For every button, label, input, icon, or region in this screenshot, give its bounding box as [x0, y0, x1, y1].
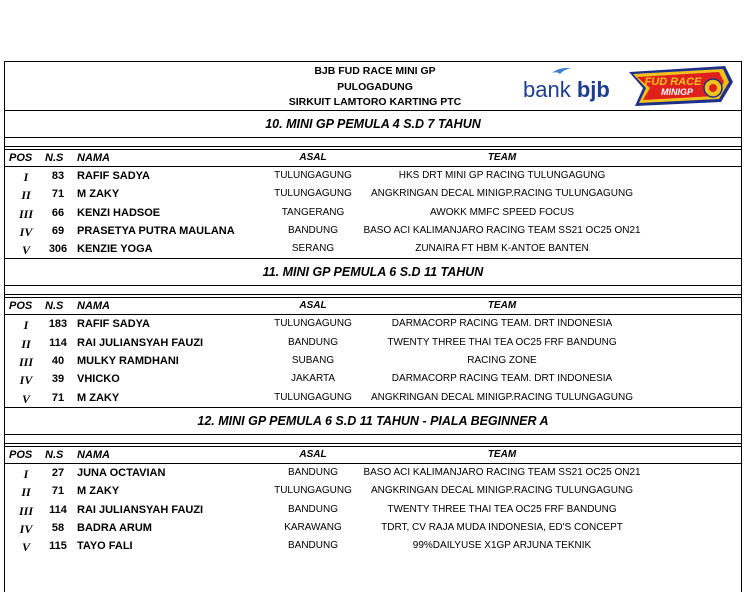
col-asal: ASAL	[299, 300, 327, 312]
result-row	[5, 389, 741, 408]
name-cell: M ZAKY	[77, 485, 120, 498]
fud-race-minigp-logo	[625, 62, 737, 108]
name-cell: RAFIF SADYA	[77, 170, 150, 182]
name-cell: MULKY RAMDHANI	[77, 355, 179, 368]
pos-cell: III	[18, 503, 33, 518]
asal-cell: TULUNGAGUNG	[274, 188, 352, 200]
bird-icon	[551, 66, 573, 76]
name-cell: M ZAKY	[77, 391, 120, 404]
team-cell: DARMACORP RACING TEAM. DRT INDONESIA	[391, 373, 613, 385]
name-cell: RAFIF SADYA	[77, 318, 150, 331]
team-cell: AWOKK MMFC SPEED FOCUS	[429, 206, 575, 218]
pos-cell: I	[23, 318, 29, 333]
result-row	[5, 370, 741, 388]
asal-cell: TANGERANG	[281, 206, 345, 218]
result-row	[5, 222, 741, 240]
team-cell: ANGKRINGAN DECAL MINIGP.RACING TULUNGAGUNG	[370, 485, 634, 497]
asal-cell: BANDUNG	[287, 540, 338, 552]
col-ns: N.S	[45, 300, 64, 313]
asal-cell: TULUNGAGUNG	[274, 318, 352, 330]
ns-cell: 71	[51, 485, 65, 498]
asal-cell: TULUNGAGUNG	[274, 485, 352, 497]
asal-cell: KARAWANG	[284, 521, 342, 533]
pos-cell: IV	[19, 373, 33, 388]
section-title: 11. MINI GP PEMULA 6 S.D 11 TAHUN	[5, 259, 741, 286]
col-nama: NAMA	[77, 448, 110, 461]
pos-cell: V	[21, 243, 30, 258]
results-section	[5, 408, 741, 555]
col-pos: POS	[9, 152, 33, 164]
result-row	[5, 334, 741, 352]
bank-bjb-logo	[523, 66, 621, 104]
asal-cell: SERANG	[291, 243, 335, 255]
asal-cell: TULUNGAGUNG	[274, 391, 352, 403]
result-row	[5, 167, 741, 185]
asal-cell: SUBANG	[291, 355, 335, 367]
name-cell: KENZIE YOGA	[77, 243, 153, 256]
team-cell: RACING ZONE	[467, 355, 537, 367]
ns-cell: 183	[48, 318, 68, 331]
section-title: 12. MINI GP PEMULA 6 S.D 11 TAHUN - PIALA BEGINNER A	[5, 408, 741, 435]
col-team: TEAM	[487, 448, 517, 460]
team-cell: ZUNAIRA FT HBM K-ANTOE BANTEN	[415, 243, 589, 255]
results-sheet	[4, 61, 742, 592]
results-section	[5, 259, 741, 407]
ns-cell: 114	[49, 503, 67, 516]
col-pos: POS	[9, 448, 33, 461]
name-cell: KENZI HADSOE	[77, 206, 161, 219]
event-location: PULOGADUNG	[337, 80, 413, 93]
col-ns: N.S	[45, 448, 64, 461]
pos-cell: V	[21, 540, 30, 555]
ns-cell: 114	[49, 336, 67, 349]
name-cell: TAYO FALI	[77, 540, 133, 553]
fud-logo-line1: FUD RACE	[644, 76, 702, 88]
ns-cell: 39	[51, 373, 65, 386]
name-cell: RAI JULIANSYAH FAUZI	[77, 503, 204, 516]
section-spacer	[5, 138, 741, 147]
name-cell: PRASETYA PUTRA MAULANA	[77, 224, 235, 237]
col-nama: NAMA	[77, 300, 110, 313]
result-row	[5, 315, 741, 333]
col-team: TEAM	[487, 152, 517, 163]
team-cell: HKS DRT MINI GP RACING TULUNGAGUNG	[398, 170, 606, 181]
team-cell: BASO ACI KALIMANJARO RACING TEAM SS21 OC25 ON21	[363, 466, 641, 478]
asal-cell: BANDUNG	[287, 466, 338, 478]
event-circuit: SIRKUIT LAMTORO KARTING PTC	[288, 96, 462, 108]
ns-cell: 66	[51, 206, 65, 219]
pos-cell: I	[23, 466, 29, 481]
team-cell: ANGKRINGAN DECAL MINIGP.RACING TULUNGAGUNG	[370, 188, 634, 200]
result-row	[5, 185, 741, 203]
ns-cell: 27	[51, 466, 65, 479]
team-cell: DARMACORP RACING TEAM. DRT INDONESIA	[391, 318, 613, 330]
pos-cell: IV	[19, 224, 33, 239]
name-cell: BADRA ARUM	[77, 521, 152, 534]
team-cell: ANGKRINGAN DECAL MINIGP.RACING TULUNGAGUNG	[370, 391, 634, 403]
asal-cell: BANDUNG	[287, 224, 338, 236]
result-row	[5, 519, 741, 537]
ns-cell: 40	[51, 355, 65, 368]
name-cell: JUNA OCTAVIAN	[77, 466, 166, 479]
event-name: BJB FUD RACE MINI GP	[314, 65, 436, 77]
col-nama: NAMA	[77, 152, 110, 164]
asal-cell: JAKARTA	[290, 373, 336, 385]
ns-cell: 58	[51, 521, 65, 534]
pos-cell: II	[21, 188, 31, 203]
col-team: TEAM	[487, 300, 517, 312]
pos-cell: II	[21, 336, 31, 351]
document-header	[5, 62, 741, 111]
pos-cell: III	[18, 206, 33, 221]
pos-cell: III	[18, 355, 33, 370]
result-row	[5, 482, 741, 500]
team-cell: TWENTY THREE THAI TEA OC25 FRF BANDUNG	[387, 336, 617, 348]
asal-cell: TULUNGAGUNG	[274, 170, 352, 181]
pos-cell: IV	[19, 521, 33, 536]
pos-cell: II	[21, 485, 31, 500]
result-row	[5, 240, 741, 259]
fud-logo-line2: MINIGP	[660, 87, 694, 97]
ns-cell: 71	[51, 188, 65, 201]
column-header	[5, 297, 741, 315]
result-row	[5, 464, 741, 482]
column-header	[5, 446, 741, 464]
ns-cell: 83	[51, 170, 65, 182]
col-asal: ASAL	[299, 448, 327, 460]
ns-cell: 306	[48, 243, 68, 256]
asal-cell: BANDUNG	[287, 503, 338, 515]
col-asal: ASAL	[299, 152, 327, 163]
result-row	[5, 537, 741, 555]
name-cell: RAI JULIANSYAH FAUZI	[77, 336, 204, 349]
pos-cell: I	[23, 170, 29, 184]
ns-cell: 69	[51, 224, 65, 237]
team-cell: BASO ACI KALIMANJARO RACING TEAM SS21 OC25 ON21	[363, 224, 641, 236]
result-row	[5, 501, 741, 519]
result-row	[5, 352, 741, 370]
ns-cell: 71	[51, 391, 65, 404]
col-pos: POS	[9, 300, 33, 313]
section-spacer	[5, 435, 741, 444]
pos-cell: V	[21, 391, 30, 406]
results-section	[5, 111, 741, 259]
name-cell: VHICKO	[77, 373, 120, 386]
result-row	[5, 204, 741, 222]
section-spacer	[5, 286, 741, 295]
header-titles	[275, 64, 475, 111]
column-header	[5, 149, 741, 167]
ns-cell: 115	[49, 540, 67, 553]
team-cell: TWENTY THREE THAI TEA OC25 FRF BANDUNG	[387, 503, 617, 515]
section-title: 10. MINI GP PEMULA 4 S.D 7 TAHUN	[5, 111, 741, 138]
team-cell: TDRT, CV RAJA MUDA INDONESIA, ED'S CONCEPT	[381, 521, 623, 533]
col-ns: N.S	[45, 152, 64, 164]
bank-logo-brand: bjb	[576, 77, 610, 102]
bank-logo-prefix: bank	[523, 77, 571, 102]
asal-cell: BANDUNG	[287, 336, 338, 348]
name-cell: M ZAKY	[77, 188, 120, 201]
team-cell: 99%DAILYUSE X1GP ARJUNA TEKNIK	[412, 540, 592, 552]
